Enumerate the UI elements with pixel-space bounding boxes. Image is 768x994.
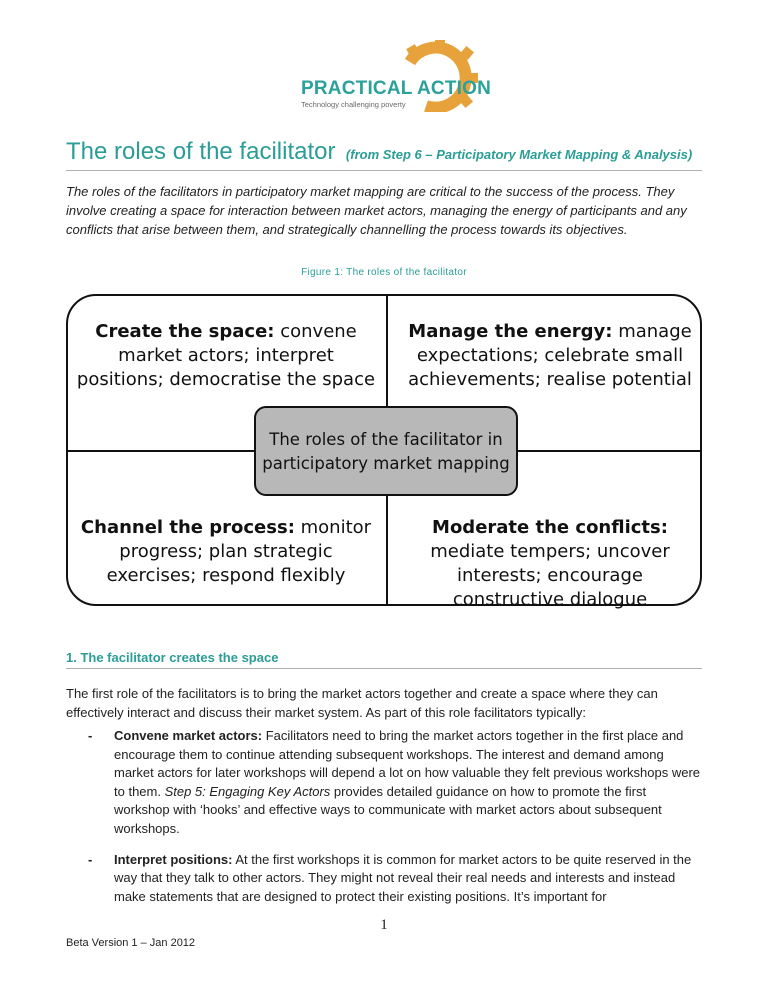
bullet-term: Convene market actors: <box>114 728 263 743</box>
quadrant-label: Channel the process: <box>80 517 295 538</box>
section-heading: 1. The facilitator creates the space <box>66 650 702 669</box>
page-number: 1 <box>380 917 388 933</box>
bullet-list <box>84 727 704 906</box>
bullet-text-continued: provides detailed guidance on how to promote the first workshop with ‘hooks’ and effective ways to communicate with market actors about subsequent workshops. <box>114 783 662 836</box>
logo-tagline: Technology challenging poverty <box>301 100 406 109</box>
quadrant-label: Moderate the conflicts: <box>432 517 668 538</box>
quadrant-create-space <box>76 320 376 392</box>
quadrant-channel-process <box>76 516 376 588</box>
bullet-term: Interpret positions: <box>114 851 233 867</box>
bullet-dash: - <box>88 851 93 867</box>
list-item <box>84 727 704 839</box>
quadrant-label: Manage the energy: <box>408 321 613 342</box>
quadrant-moderate-conflicts <box>400 516 700 612</box>
title-subtitle: (from Step 6 – Participatory Market Mapping & Analysis) <box>345 147 693 162</box>
intro-paragraph: The roles of the facilitators in participatory market mapping are critical to the success of the process. They involve creating a space for interaction between market actors, managing the energy of participants and any conflicts that arise between them, and strategically channelling the process towards its objectives. <box>66 184 687 237</box>
quadrant-text: monitor progress; plan strategic exercises; respond flexibly <box>106 517 372 586</box>
bullet-text: At the first workshops it is common for market actors to be quite reserved in the way that they talk to other actors. They might not reveal their real needs and interests and instead make statements that are designed to protect their existing positions. It’s important for <box>114 851 692 904</box>
quadrant-manage-energy <box>400 320 700 392</box>
step-reference: Step 5: Engaging Key Actors <box>164 783 331 799</box>
section-paragraph: The first role of the facilitators is to bring the market actors together and create a space where they can effectively interact and discuss their market system. As part of this role facilitators typically: <box>66 686 658 720</box>
list-item <box>84 851 704 907</box>
quadrant-text: manage expectations; celebrate small achievements; realise potential <box>408 321 692 390</box>
logo-wordmark: PRACTICAL ACTION <box>301 78 492 99</box>
diagram-center-box: The roles of the facilitator in participatory market mapping <box>254 406 518 496</box>
quadrant-text: mediate tempers; uncover interests; encourage constructive dialogue <box>430 541 670 610</box>
title-main: The roles of the facilitator <box>66 138 336 165</box>
roles-diagram <box>66 294 702 610</box>
bullet-text: Facilitators need to bring the market actors together in the first place and encourage them to continue attending subsequent workshops. The interest and demand among market actors for later workshops will depend a lot on how valuable they felt previous workshops were to them. <box>114 728 701 799</box>
bullet-dash: - <box>88 728 93 743</box>
figure-caption: Figure 1: The roles of the facilitator <box>301 267 467 278</box>
footer-version: Beta Version 1 – Jan 2012 <box>66 937 196 949</box>
practical-action-logo <box>298 40 492 112</box>
quadrant-text: convene market actors; interpret positions; democratise the space <box>76 321 376 390</box>
quadrant-label: Create the space: <box>95 321 275 342</box>
page-title <box>66 138 702 171</box>
